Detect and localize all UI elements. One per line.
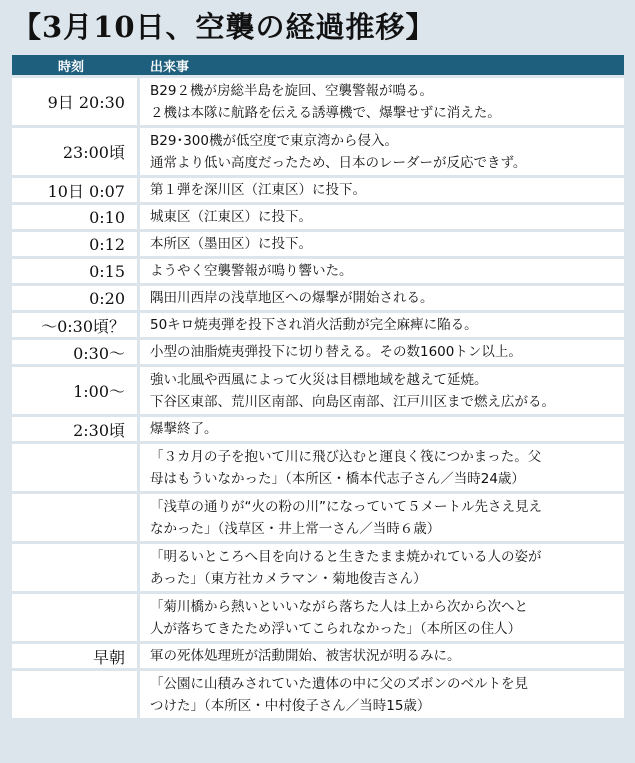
row-event	[140, 205, 624, 229]
table-header-row	[12, 55, 624, 75]
table-row	[12, 671, 624, 718]
row-time	[12, 671, 140, 718]
table-row	[12, 644, 624, 668]
event-line: 城東区（江東区）に投下。	[150, 209, 312, 225]
table-row	[12, 286, 624, 310]
row-event	[140, 444, 624, 491]
event-line: 強い北風や西風によって火災は目標地域を越えて延焼。	[150, 371, 488, 388]
column-header-event: 出来事	[140, 55, 624, 75]
event-line: 母はもういなかった」（本所区・橋本代志子さん／当時24歳）	[150, 470, 525, 487]
row-event	[140, 671, 624, 718]
table-row	[12, 594, 624, 641]
row-time	[12, 594, 140, 641]
row-time: 0:10	[12, 205, 140, 229]
event-line: 下谷区東部、荒川区南部、向島区南部、江戸川区まで燃え広がる。	[150, 393, 555, 410]
row-event	[140, 232, 624, 256]
table-row	[12, 444, 624, 491]
event-line: なかった」（浅草区・井上常一さん／当時６歳）	[150, 520, 441, 537]
row-event	[140, 313, 624, 337]
table-row	[12, 544, 624, 591]
row-event	[140, 259, 624, 283]
event-line: つけた」（本所区・中村俊子さん／当時15歳）	[150, 697, 431, 714]
table-row	[12, 367, 624, 414]
row-event	[140, 644, 624, 668]
row-event	[140, 494, 624, 541]
event-line: 「公園に山積みされていた遺体の中に父のズボンのベルトを見	[150, 675, 528, 692]
row-time: 9日 20:30	[12, 78, 140, 125]
row-time: 10日 0:07	[12, 178, 140, 202]
row-time: 23:00頃	[12, 128, 140, 175]
row-time: 0:15	[12, 259, 140, 283]
row-time: 1:00〜	[12, 367, 140, 414]
row-event	[140, 544, 624, 591]
table-row	[12, 128, 624, 175]
event-line: 通常より低い高度だったため、日本のレーダーが反応できず。	[150, 154, 527, 171]
table-body	[12, 78, 624, 718]
row-event	[140, 128, 624, 175]
event-line: 「３カ月の子を抱いて川に飛び込むと運良く筏につかまった。父	[150, 448, 542, 465]
row-time	[12, 544, 140, 591]
event-line: 「浅草の通りが“火の粉の川”になっていて５メートル先さえ見え	[150, 498, 542, 515]
table-row	[12, 340, 624, 364]
event-line: 隅田川西岸の浅草地区への爆撃が開始される。	[150, 290, 434, 306]
row-time: 0:12	[12, 232, 140, 256]
event-line: 「明るいところへ目を向けると生きたまま焼かれている人の姿が	[150, 548, 542, 565]
table-row	[12, 78, 624, 125]
table-row	[12, 259, 624, 283]
event-line: B29２機が房総半島を旋回、空襲警報が鳴る。	[150, 82, 433, 99]
row-time: 0:20	[12, 286, 140, 310]
timeline-table	[12, 52, 624, 721]
row-event	[140, 417, 624, 441]
row-time: 〜0:30頃？	[12, 313, 140, 337]
event-line: あった」（東方社カメラマン・菊地俊吉さん）	[150, 570, 427, 587]
row-event	[140, 78, 624, 125]
event-line: ようやく空襲警報が鳴り響いた。	[150, 263, 353, 279]
table-row	[12, 494, 624, 541]
page-title: 【3月10日、空襲の経過推移】	[12, 10, 436, 44]
event-line: 小型の油脂焼夷弾投下に切り替える。その数1600トン以上。	[150, 344, 522, 360]
event-line: 爆撃終了。	[150, 421, 218, 437]
event-line: ２機は本隊に航路を伝える誘導機で、爆撃せずに消えた。	[150, 104, 501, 121]
column-header-time: 時刻	[12, 55, 140, 75]
event-line: 人が落ちてきたため浮いてこられなかった」（本所区の住人）	[150, 620, 522, 637]
event-line: 50キロ焼夷弾を投下され消火活動が完全麻痺に陥る。	[150, 317, 478, 333]
event-line: 「菊川橋から熱いといいながら落ちた人は上から次から次へと	[150, 598, 528, 615]
event-line: 第１弾を深川区（江東区）に投下。	[150, 182, 366, 198]
row-event	[140, 286, 624, 310]
row-event	[140, 340, 624, 364]
row-time: 2:30頃	[12, 417, 140, 441]
table-row	[12, 417, 624, 441]
row-event	[140, 367, 624, 414]
table-row	[12, 178, 624, 202]
table-row	[12, 313, 624, 337]
row-time: 0:30〜	[12, 340, 140, 364]
event-line: 本所区（墨田区）に投下。	[150, 236, 312, 252]
table-row	[12, 205, 624, 229]
row-time	[12, 494, 140, 541]
event-line: B29･300機が低空度で東京湾から侵入。	[150, 132, 398, 149]
table-row	[12, 232, 624, 256]
event-line: 軍の死体処理班が活動開始、被害状況が明るみに。	[150, 648, 461, 664]
row-event	[140, 594, 624, 641]
row-time: 早朝	[12, 644, 140, 668]
row-event	[140, 178, 624, 202]
row-time	[12, 444, 140, 491]
